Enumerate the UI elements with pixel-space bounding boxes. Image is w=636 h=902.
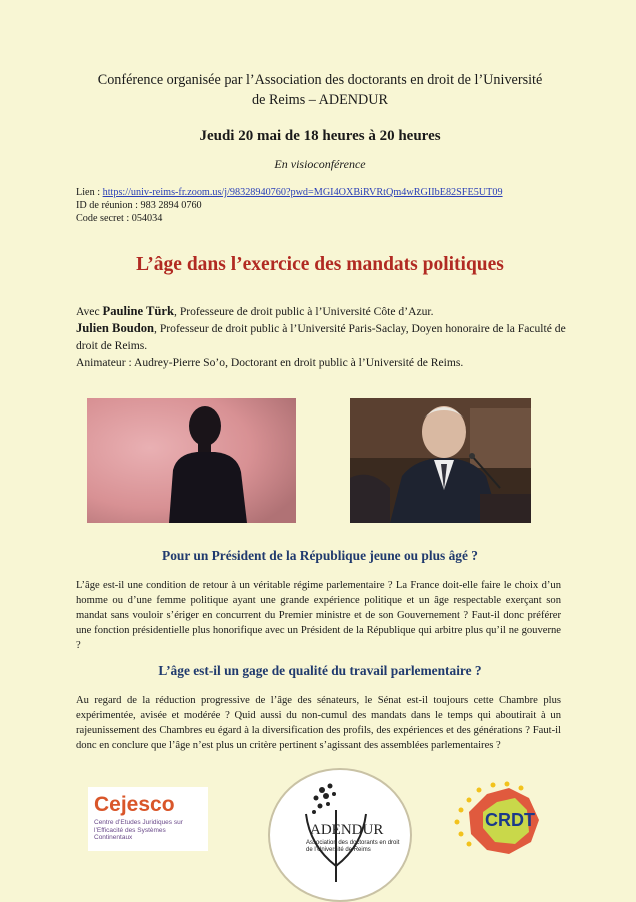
question-2: L’âge est-il un gage de qualité du travail parlementaire ?	[158, 663, 482, 678]
adendur-name: ADENDUR	[310, 822, 384, 838]
paragraph-2: Au regard de la réduction progressive de l’âge des sénateurs, le Sénat est-il toujours cette Chambre plus expérimentée, avisée et modérée ? Quid aussi du non-cumul des mandats dans le temps qui aboutirait à un rajeunissement des Chambres eu égard à la diversification des profils, des expériences et des générations ? Faut-il donc en conclure que l’âge n’est plus un critère pertinent s’agissant des assemblées parlementaires ?	[76, 695, 561, 751]
meeting-link-line	[76, 186, 503, 199]
cejesco-name: Cejesco	[94, 793, 175, 816]
photo-silhouette	[87, 398, 296, 523]
speaker-2	[76, 320, 566, 354]
crdt-name: CRDT	[485, 810, 535, 830]
paragraph-1: L’âge est-il une condition de retour à un véritable régime parlementaire ? La France doit-elle faire le choix d’un homme ou d’une femme politique ayant une grande expérience politique et un âge respectable exerçant son mandat sans vouloir s’ériger en concurrent du Premier ministre et de son Gouvernement ? Faut-il donc préférer une fonction présidentielle plus honorifique avec un Président de la République qui arbitre plus qu’il ne gouverne ?	[76, 580, 561, 651]
event-mode: En visioconférence	[274, 157, 366, 171]
speaker-2-name: Julien Boudon	[76, 321, 155, 335]
intro-line-1: Conférence organisée par l’Association des doctorants en droit de l’Université	[97, 72, 543, 88]
speaker-1-role: , Professeure de droit public à l’Université Côte d’Azur.	[174, 305, 434, 318]
adendur-logo	[268, 768, 412, 902]
meeting-code: Code secret : 054034	[76, 213, 163, 224]
photo-speaker	[350, 398, 531, 523]
speakers-block	[76, 303, 566, 371]
speaker-1-name: Pauline Türk	[102, 304, 175, 318]
avec-label: Avec	[76, 305, 103, 318]
intro-line-2: de Reims – ADENDUR	[252, 92, 388, 108]
meeting-link-label: Lien :	[76, 187, 103, 198]
adendur-subtitle: Association des doctorants en droit de l’Université de Reims	[306, 840, 400, 853]
intro-text	[70, 70, 570, 110]
question-1: Pour un Président de la République jeune ou plus âgé ?	[162, 548, 478, 563]
cejesco-subtitle: Centre d’Etudes Juridiques sur l’Efficacité des Systèmes Continentaux	[94, 819, 183, 841]
event-date: Jeudi 20 mai de 18 heures à 20 heures	[199, 128, 441, 144]
crdt-logo	[449, 780, 549, 860]
cejesco-logo	[88, 787, 208, 851]
conference-title: L’âge dans l’exercice des mandats politiques	[136, 254, 504, 275]
meeting-id: ID de réunion : 983 2894 0760	[76, 200, 202, 211]
speaker-1	[76, 303, 566, 320]
moderator: Animateur : Audrey-Pierre So’o, Doctorant en droit public à l’Université de Reims.	[76, 356, 464, 369]
meeting-link[interactable]: https://univ-reims-fr.zoom.us/j/98328940760?pwd=MGI4OXBiRVRtQm4wRGIIbE82SFE5UT09	[102, 187, 503, 198]
speaker-2-role: , Professeur de droit public à l’Université Paris-Saclay, Doyen honoraire de la Faculté de droit de Reims.	[76, 322, 566, 352]
